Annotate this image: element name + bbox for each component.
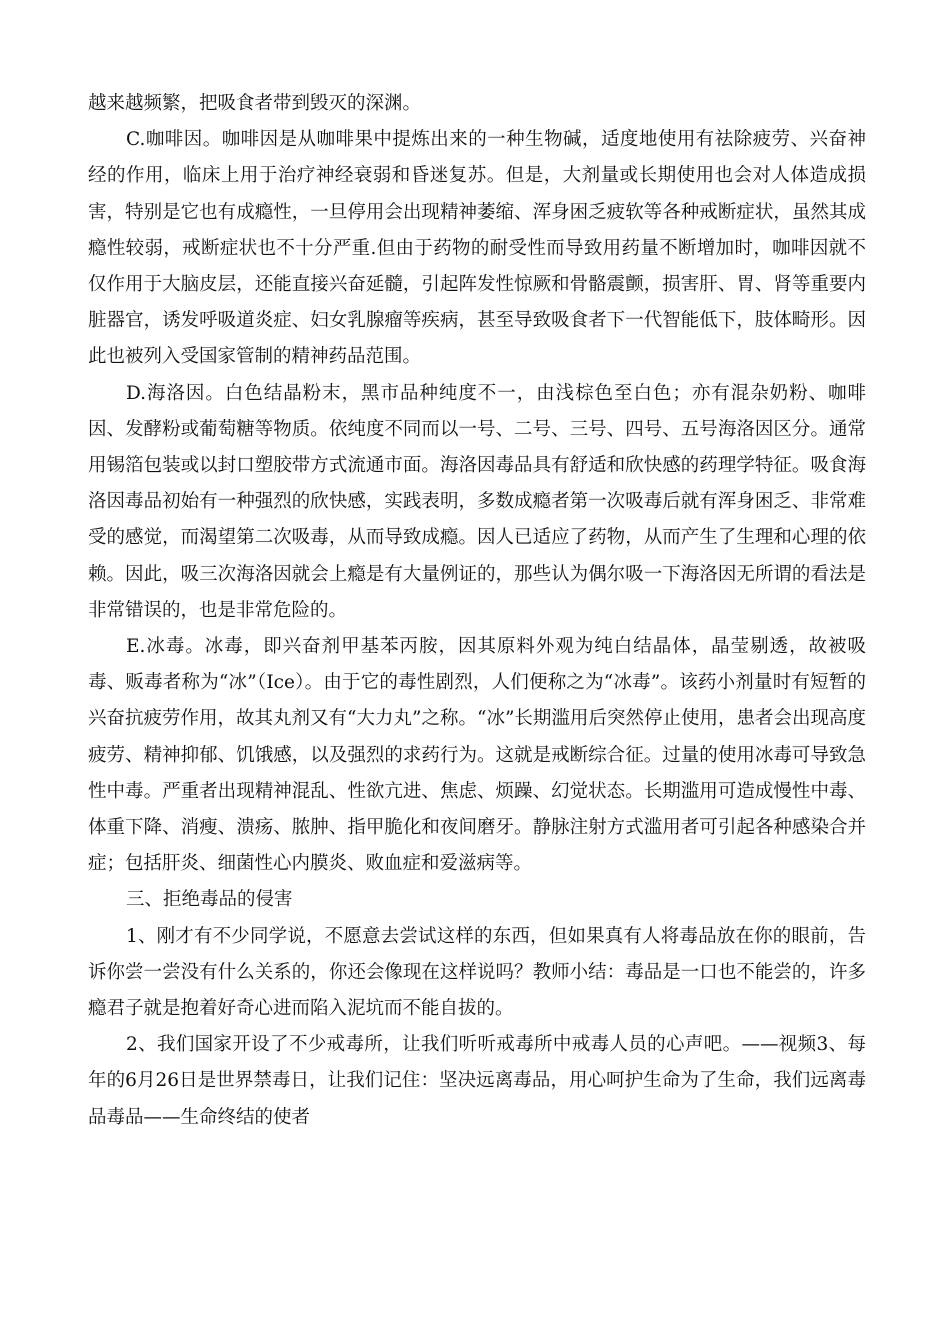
paragraph-ice: E.冰毒。冰毒，即兴奋剂甲基苯丙胺，因其原料外观为纯白结晶体，晶莹剔透，故被吸毒、贩毒者称为“冰”（Ice）。由于它的毒性剧烈，人们便称之为“冰毒”。该药小剂量时有短暂的兴奋抗疲劳作用，故其丸剂又有“大力丸”之称。“冰”长期滥用后突然停止使用，患者会出现高度疲劳、精神抑郁、饥饿感，以及强烈的求药行为。这就是戒断综合征。过量的使用冰毒可导致急性中毒。严重者出现精神混乱、性欲亢进、焦虑、烦躁、幻觉状态。长期滥用可造成慢性中毒、体重下降、消瘦、溃疡、脓肿、指甲脆化和夜间磨牙。静脉注射方式滥用者可引起各种感染合并症；包括肝炎、细菌性心内膜炎、败血症和爱滋病等。	[88, 636, 866, 875]
section-heading-refuse-drugs: 三、拒绝毒品的侵害	[126, 889, 293, 911]
document-body	[88, 86, 866, 1136]
paragraph-continuation: 越来越频繁，把吸食者带到毁灭的深渊。	[88, 93, 422, 114]
paragraph-item-1: 1、刚才有不少同学说，不愿意去尝试这样的东西，但如果真有人将毒品放在你的眼前，告诉你尝一尝没有什么关系的，你还会像现在这样说吗？教师小结：毒品是一口也不能尝的，许多瘾君子就是抱着好奇心进而陷入泥坑而不能自拔的。	[88, 925, 866, 1020]
paragraph-item-2: 2、我们国家开设了不少戒毒所，让我们听听戒毒所中戒毒人员的心声吧。——视频3、每年的6月26日是世界禁毒日，让我们记住：坚决远离毒品，用心呵护生命为了生命，我们远离毒品毒品——生命终结的使者	[88, 1034, 866, 1128]
paragraph-heroin: D.海洛因。白色结晶粉末，黑市品种纯度不一，由浅棕色至白色；亦有混杂奶粉、咖啡因、发酵粉或葡萄糖等物质。依纯度不同而以一号、二号、三号、四号、五号海洛因区分。通常用锡箔包装或以封口塑胶带方式流通市面。海洛因毒品具有舒适和欣快感的药理学特征。吸食海洛因毒品初始有一种强烈的欣快感，实践表明，多数成瘾者第一次吸毒后就有浑身困乏、非常难受的感觉，而渴望第二次吸毒，从而导致成瘾。因人已适应了药物，从而产生了生理和心理的依赖。因此，吸三次海洛因就会上瘾是有大量例证的，那些认为偶尔吸一下海洛因无所谓的看法是非常错误的，也是非常危险的。	[88, 382, 866, 621]
paragraph-caffeine: C.咖啡因。咖啡因是从咖啡果中提炼出来的一种生物碱，适度地使用有祛除疲劳、兴奋神经的作用，临床上用于治疗神经衰弱和昏迷复苏。但是，大剂量或长期使用也会对人体造成损害，特别是它也有成瘾性，一旦停用会出现精神萎缩、浑身困乏疲软等各种戒断症状，虽然其成瘾性较弱，戒断症状也不十分严重.但由于药物的耐受性而导致用药量不断增加时，咖啡因就不仅作用于大脑皮层，还能直接兴奋延髓，引起阵发性惊厥和骨骼震颤，损害肝、胃、肾等重要内脏器官，诱发呼吸道炎症、妇女乳腺瘤等疾病，甚至导致吸食者下一代智能低下，肢体畸形。因此也被列入受国家管制的精神药品范围。	[88, 129, 866, 368]
